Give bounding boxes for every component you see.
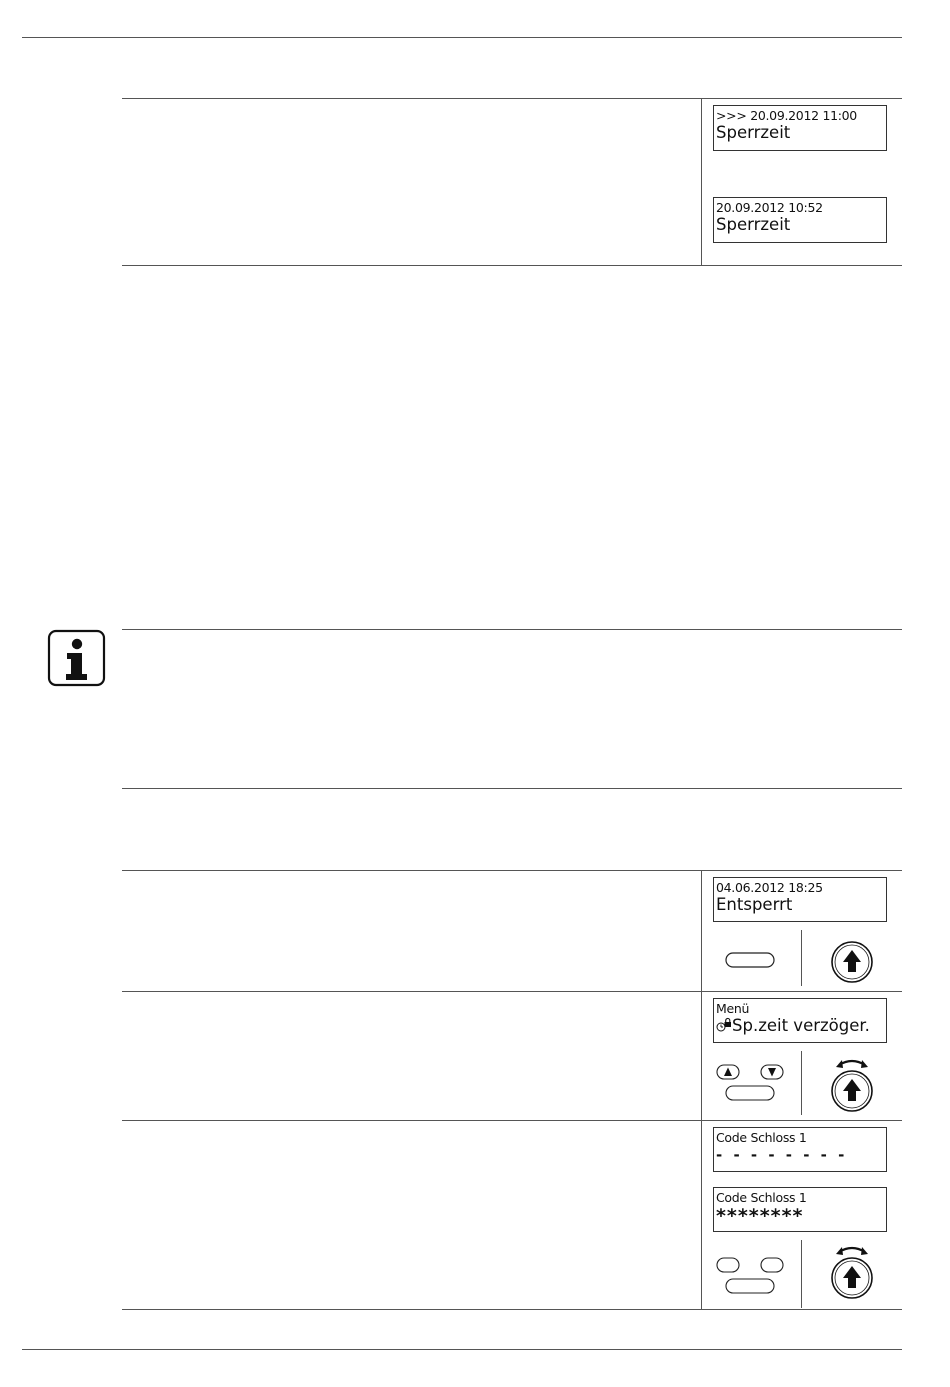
step-divider [122,1120,902,1121]
note-bottom-rule [122,788,902,789]
keypad-knob-divider [801,930,802,986]
table2-bottom-rule [122,1309,902,1310]
lcd-line2: Sperrzeit [716,215,791,234]
lcd-display-unlocked [713,877,887,922]
lcd-display-active [713,197,887,243]
table1-bottom-rule [122,265,902,266]
lcd-line2: Entsperrt [716,895,793,914]
lcd-line2 [716,1016,886,1036]
page-bottom-rule [22,1349,902,1350]
table2-column-divider [701,870,702,1309]
keypad-knob-divider [801,1051,802,1115]
lcd-code-placeholder: - - - - - - - - [716,1146,848,1164]
enter-key-icon [725,950,777,970]
keypad-knob-divider [801,1240,802,1308]
lcd-display-code-empty [713,1127,887,1172]
lcd-display-code-filled [713,1187,887,1232]
lcd-code-masked: ******** [716,1205,804,1227]
step-divider [122,991,902,992]
knob-press-icon [829,938,875,984]
lcd-line1: Code Schloss 1 [716,1130,807,1145]
code-keys-icon [715,1255,789,1297]
lcd-display-scheduled [713,105,887,151]
lcd-line2: Sperrzeit [716,123,791,142]
lcd-line1: 04.06.2012 18:25 [716,880,823,895]
lcd-line1: Code Schloss 1 [716,1190,807,1205]
table1-top-rule [122,98,902,99]
knob-turn-press-icon [827,1056,877,1114]
lcd-line1: Menü [716,1001,750,1016]
knob-turn-press-icon [827,1243,877,1301]
arrow-keys-icon [715,1062,789,1104]
timer-lock-icon [716,1017,732,1033]
note-top-rule [122,629,902,630]
page-top-rule [22,37,902,38]
menu-item-label: Sp.zeit verzöger. [732,1016,870,1035]
lcd-line1: >>> 20.09.2012 11:00 [716,108,857,123]
lcd-display-menu [713,998,887,1043]
table1-column-divider [701,98,702,265]
lcd-line1: 20.09.2012 10:52 [716,200,823,215]
info-icon [47,629,106,687]
table2-top-rule [122,870,902,871]
